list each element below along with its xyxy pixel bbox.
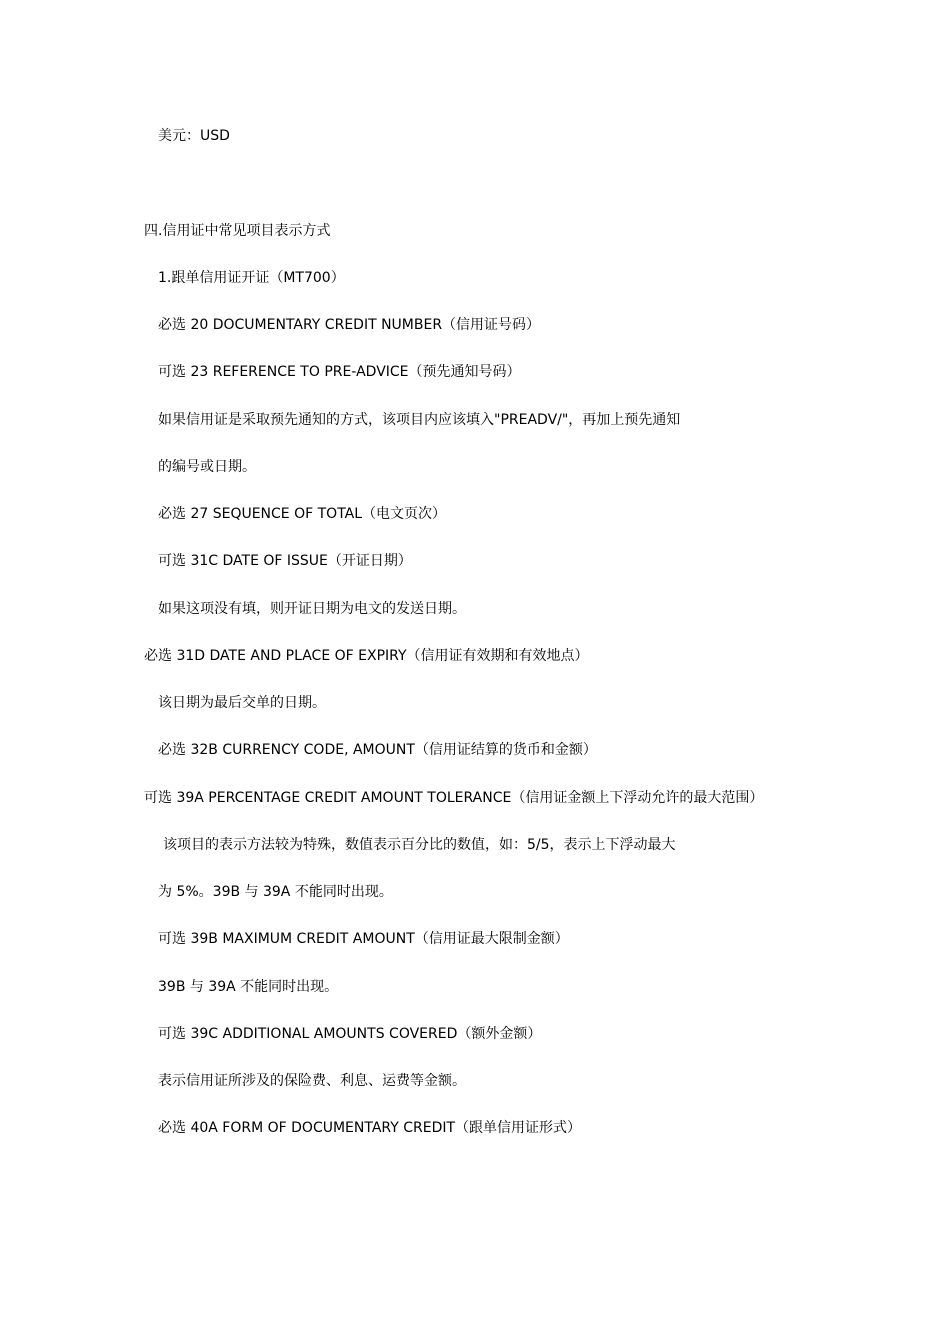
field-31d: 必选 31D DATE AND PLACE OF EXPIRY（信用证有效期和有效地点） [144,648,589,664]
field-31c-note: 如果这项没有填，则开证日期为电文的发送日期。 [158,601,466,617]
field-32b: 必选 32B CURRENCY CODE, AMOUNT（信用证结算的货币和金额） [158,742,597,758]
field-31d-note: 该日期为最后交单的日期。 [158,695,326,711]
currency-note: 美元：USD [158,128,230,144]
field-39c-note: 表示信用证所涉及的保险费、利息、运费等金额。 [158,1073,466,1089]
field-39b-note: 39B 与 39A 不能同时出现。 [158,979,339,995]
field-20: 必选 20 DOCUMENTARY CREDIT NUMBER（信用证号码） [158,317,541,333]
field-31c: 可选 31C DATE OF ISSUE（开证日期） [158,553,412,569]
field-39a-note-line-2: 为 5%。39B 与 39A 不能同时出现。 [158,884,393,900]
field-39a-note-line-1: 该项目的表示方法较为特殊，数值表示百分比的数值，如：5/5，表示上下浮动最大 [163,837,676,853]
field-39b: 可选 39B MAXIMUM CREDIT AMOUNT（信用证最大限制金额） [158,931,569,947]
field-23-note-line-2: 的编号或日期。 [158,459,256,475]
field-27: 必选 27 SEQUENCE OF TOTAL（电文页次） [158,506,447,522]
field-23: 可选 23 REFERENCE TO PRE-ADVICE（预先通知号码） [158,364,521,380]
field-23-note-line-1: 如果信用证是采取预先通知的方式，该项目内应该填入"PREADV/"，再加上预先通知 [158,412,681,428]
field-39a: 可选 39A PERCENTAGE CREDIT AMOUNT TOLERANCE（信用证金额上下浮动允许的最大范围） [144,790,764,806]
field-40a: 必选 40A FORM OF DOCUMENTARY CREDIT（跟单信用证形式） [158,1120,582,1136]
field-39c: 可选 39C ADDITIONAL AMOUNTS COVERED（额外金额） [158,1026,542,1042]
subsection-heading: 1.跟单信用证开证（MT700） [158,270,345,286]
section-heading: 四.信用证中常见项目表示方式 [144,223,331,239]
